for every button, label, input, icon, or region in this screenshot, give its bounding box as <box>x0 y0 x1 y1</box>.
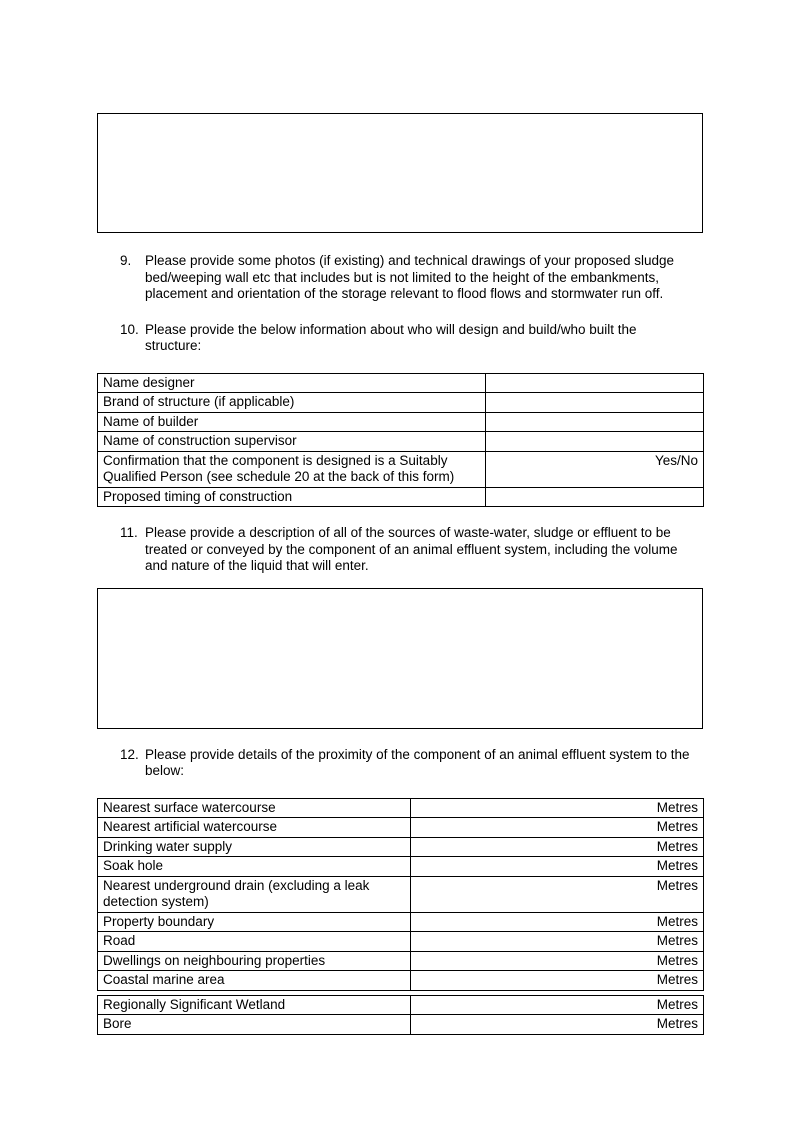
design-row-input[interactable] <box>486 487 704 507</box>
proximity-table-continued <box>97 995 704 1035</box>
table-row <box>98 857 704 877</box>
table-row <box>98 837 704 857</box>
proximity-table <box>97 798 704 991</box>
question-10-number: 10. <box>120 321 139 337</box>
proximity-row-label: Regionally Significant Wetland <box>98 995 411 1015</box>
sources-description-input-box[interactable] <box>97 588 703 729</box>
question-12-number: 12. <box>120 746 139 762</box>
proximity-row-unit[interactable]: Metres <box>411 818 704 838</box>
table-row <box>98 971 704 991</box>
design-row-input[interactable] <box>486 412 704 432</box>
proximity-row-unit[interactable]: Metres <box>411 1015 704 1035</box>
proximity-row-label: Property boundary <box>98 912 411 932</box>
design-row-label: Name designer <box>98 373 486 393</box>
design-row-label: Proposed timing of construction <box>98 487 486 507</box>
form-content <box>97 113 703 1035</box>
table-row <box>98 951 704 971</box>
table-row <box>98 818 704 838</box>
table-row <box>98 995 704 1015</box>
proximity-row-label: Nearest artificial watercourse <box>98 818 411 838</box>
table-row <box>98 373 704 393</box>
proximity-row-label: Road <box>98 932 411 952</box>
design-row-yes-no[interactable]: Yes/No <box>486 451 704 487</box>
question-10 <box>120 322 690 355</box>
design-row-input[interactable] <box>486 432 704 452</box>
table-row <box>98 393 704 413</box>
table-row <box>98 487 704 507</box>
design-row-label: Name of builder <box>98 412 486 432</box>
question-9-text: Please provide some photos (if existing) and technical drawings of your proposed sludge bed/weeping wall etc that includes but is not limited to the height of the embankments, placement and orientation of the storage relevant to flood flows and stormwater run off. <box>145 253 675 301</box>
table-row <box>98 1015 704 1035</box>
question-11 <box>120 525 690 575</box>
proximity-row-label: Nearest underground drain (excluding a leak detection system) <box>98 876 411 912</box>
proximity-row-unit[interactable]: Metres <box>411 971 704 991</box>
design-row-label: Confirmation that the component is designed is a Suitably Qualified Person (see schedule 20 at the back of this form) <box>98 451 486 487</box>
question-9-number: 9. <box>120 253 132 268</box>
proximity-row-label: Coastal marine area <box>98 971 411 991</box>
design-row-input[interactable] <box>486 373 704 393</box>
proximity-row-unit[interactable]: Metres <box>411 912 704 932</box>
table-row <box>98 432 704 452</box>
proximity-row-label: Dwellings on neighbouring properties <box>98 951 411 971</box>
question-11-text: Please provide a description of all of the sources of waste-water, sludge or effluent to be treated or conveyed by the component of an animal effluent system, including the volume and nature of the liquid that will enter. <box>145 525 678 573</box>
question-12 <box>120 747 690 780</box>
proximity-row-unit[interactable]: Metres <box>411 951 704 971</box>
table-row <box>98 451 704 487</box>
proximity-row-unit[interactable]: Metres <box>411 837 704 857</box>
table-row <box>98 912 704 932</box>
table-row <box>98 876 704 912</box>
proximity-row-unit[interactable]: Metres <box>411 932 704 952</box>
question-10-text: Please provide the below information about who will design and build/who built the structure: <box>145 321 637 353</box>
design-row-label: Name of construction supervisor <box>98 432 486 452</box>
photos-drawings-input-box[interactable] <box>97 113 703 233</box>
design-build-table <box>97 373 704 508</box>
table-row <box>98 932 704 952</box>
proximity-row-unit[interactable]: Metres <box>411 798 704 818</box>
proximity-row-label: Nearest surface watercourse <box>98 798 411 818</box>
proximity-row-unit[interactable]: Metres <box>411 995 704 1015</box>
proximity-row-unit[interactable]: Metres <box>411 876 704 912</box>
question-12-text: Please provide details of the proximity of the component of an animal effluent system to the below: <box>145 746 690 778</box>
table-row <box>98 798 704 818</box>
proximity-row-label: Soak hole <box>98 857 411 877</box>
proximity-row-label: Bore <box>98 1015 411 1035</box>
proximity-row-label: Drinking water supply <box>98 837 411 857</box>
table-row <box>98 412 704 432</box>
design-row-input[interactable] <box>486 393 704 413</box>
question-9 <box>120 253 690 303</box>
question-11-number: 11. <box>120 525 138 540</box>
design-row-label: Brand of structure (if applicable) <box>98 393 486 413</box>
proximity-row-unit[interactable]: Metres <box>411 857 704 877</box>
